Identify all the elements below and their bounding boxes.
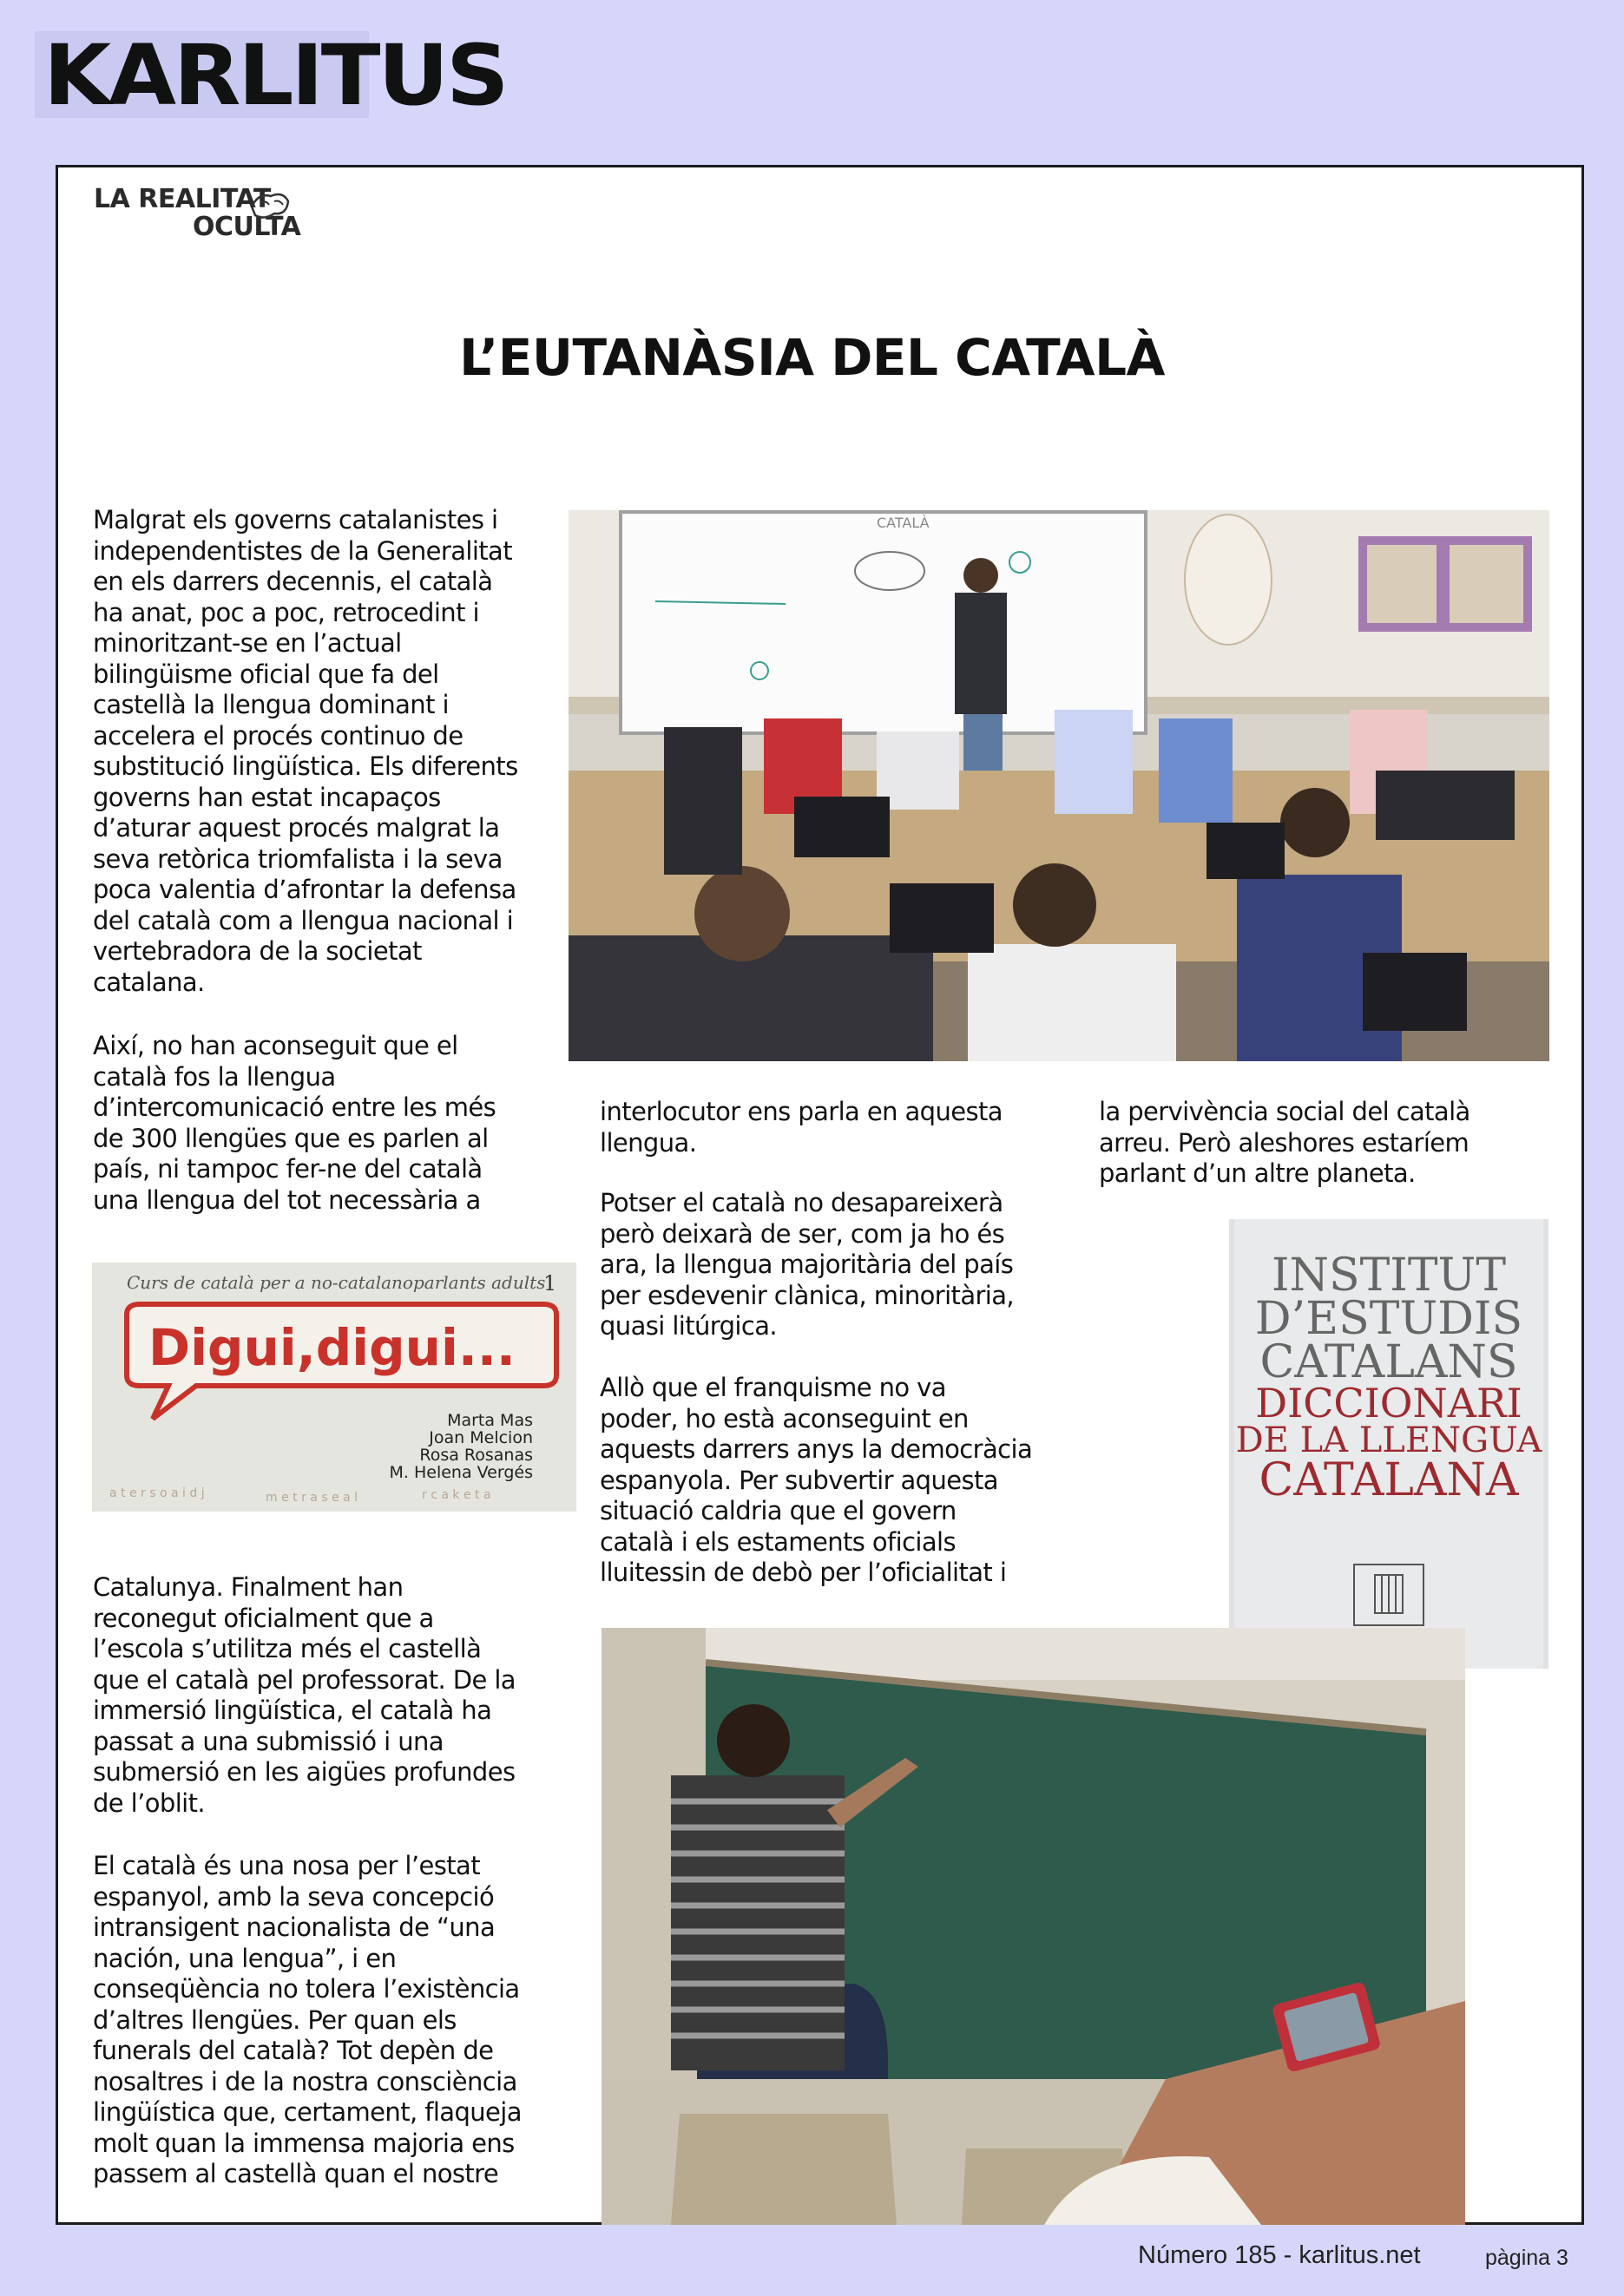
article-title: L’EUTANÀSIA DEL CATALÀ — [459, 328, 1165, 387]
book-author-2: Joan Melcion — [429, 1428, 533, 1447]
dict-line5: DE LA LLENGUA — [1235, 1420, 1542, 1460]
dictionary-photo — [1229, 1219, 1548, 1669]
col1-paragraph-4: El català és una nosa per l’estat espanyol, amb la seva concepció intransigent nacionalista de “una nación, una lengua”, i en conseqüència no tolera l’existència d’altres llengües. Per quan els funerals del català? Tot depèn de nosaltres i de la nostra consciència lingüística que, certament, flaqueja molt quan la immensa majoria ens passem al castellà quan el nostre — [93, 1851, 522, 2188]
book-title: Digui,digui... — [148, 1318, 516, 1377]
book-author-1: Marta Mas — [447, 1411, 533, 1430]
col2-paragraph-3: Allò que el franquisme no va poder, ho està aconseguint en aquests darrers anys la democràcia espanyola. Per subvertir aquesta situació caldria que el govern català i els estaments oficials lluitessin de debò per l’oficialitat i — [600, 1373, 1033, 1587]
dict-line3: CATALANS — [1259, 1336, 1518, 1388]
footer-issue: Número 185 - karlitus.net — [1138, 2241, 1421, 2269]
dict-line4: DICCIONARI — [1255, 1380, 1522, 1427]
dict-line2: D’ESTUDIS — [1254, 1293, 1523, 1345]
svg-text:a t e r s o a i d j: a t e r s o a i d j — [109, 1486, 205, 1500]
col2-paragraph-2: Potser el català no desapareixerà però deixarà de ser, com ja ho és ara, la llengua majoritària del país per esdevenir clànica, minoritària, quasi litúrgica. — [600, 1188, 1015, 1341]
eye-mask-icon — [248, 189, 292, 226]
dict-line1: INSTITUT — [1271, 1250, 1507, 1302]
svg-text:r c a k e t a: r c a k e t a — [422, 1488, 491, 1502]
book-author-4: M. Helena Vergés — [389, 1463, 533, 1482]
book-subtitle: Curs de català per a no-catalanoparlants adults — [127, 1272, 546, 1293]
col1-paragraph-1: Malgrat els governs catalanistes i independentistes de la Generalitat en els darrers decennis, el català ha anat, poc a poc, retrocedint i minoritzant-se en l’actual bilingüisme oficial que fa del castellà la llengua dominant i accelera el procés continuo de substitució lingüística. Els diferents governs han estat incapaços d’aturar aquest procés malgrat la seva retòrica triomfalista i la seva poca valentia d’afrontar la defensa del català com a llengua nacional i vertebradora de la societat catalana. — [93, 505, 518, 997]
section-logo-line2: OCULTA — [193, 212, 301, 242]
book-author-3: Rosa Rosanas — [419, 1446, 533, 1465]
blackboard-photo — [602, 1628, 1465, 2225]
section-logo — [94, 182, 311, 243]
col1-paragraph-3: Catalunya. Finalment han reconegut oficialment que a l’escola s’utilitza més el castellà que el català pel professorat. De la immersió lingüística, el català ha passat a una submissió i una submersió en les aigües profundes de l’oblit. — [93, 1572, 516, 1818]
col1-paragraph-2: Així, no han aconseguit que el català fos la llengua d’intercomunicació entre les més de 300 llengües que es parlen al país, ni tampoc fer-ne del català una llengua del tot necessària a — [93, 1031, 496, 1215]
svg-text:m e t r a s e a l: m e t r a s e a l — [266, 1491, 358, 1505]
col3-paragraph-1: la pervivència social del català arreu. Però aleshores estaríem parlant d’un altre planeta. — [1099, 1097, 1470, 1188]
classroom-photo — [569, 510, 1549, 1061]
digui-digui-book-photo — [92, 1263, 576, 1512]
dict-line6: CATALANA — [1259, 1454, 1519, 1506]
book-volume: 1 — [543, 1271, 557, 1296]
masthead-logo: KARLITUS — [43, 27, 507, 124]
col2-paragraph-1: interlocutor ens parla en aquesta llengua. — [600, 1097, 1003, 1158]
section-logo-line1: LA REALITAT — [94, 184, 271, 214]
footer-page-number: pàgina 3 — [1485, 2246, 1568, 2270]
whiteboard-word: CATALÀ — [877, 515, 930, 531]
